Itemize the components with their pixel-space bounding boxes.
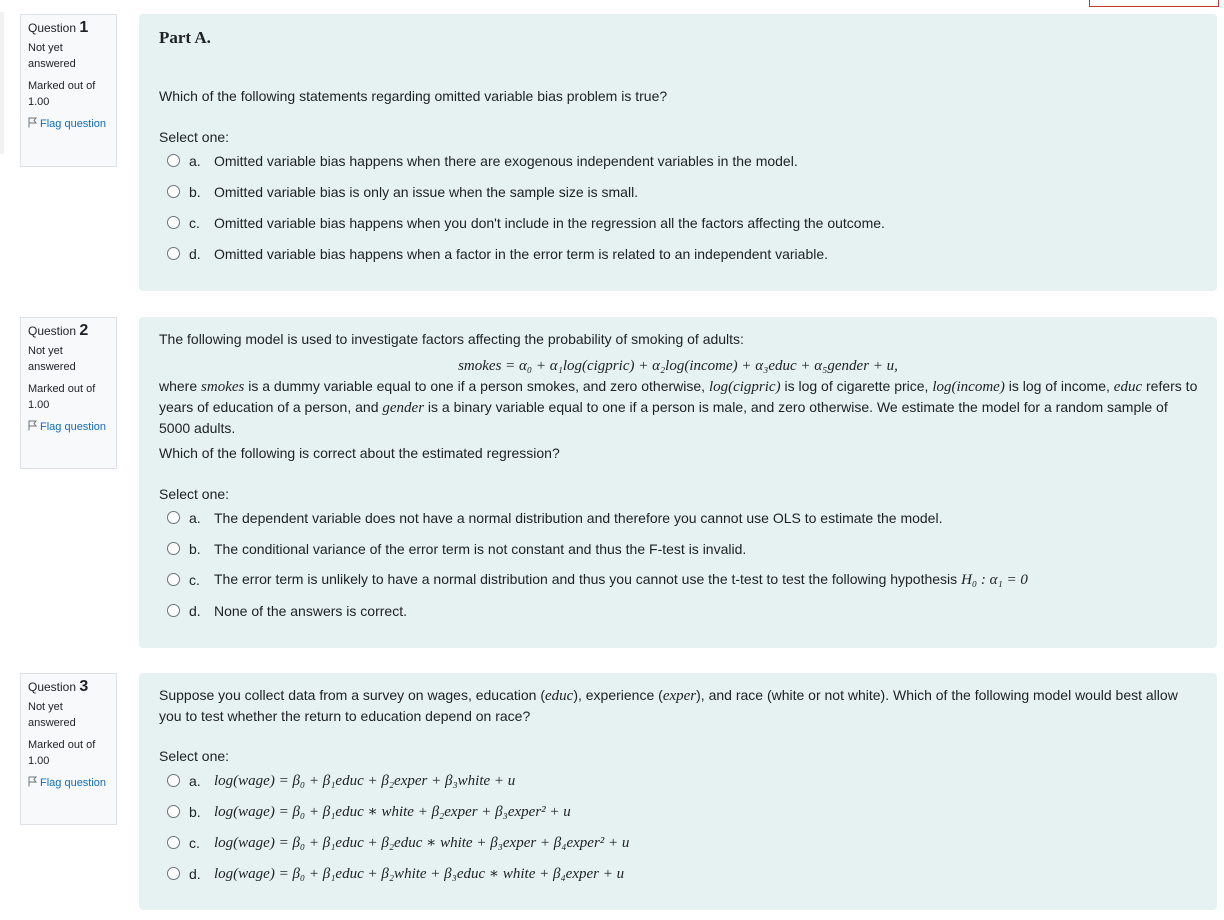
question-content bbox=[139, 14, 1217, 291]
question-text: Suppose you collect data from a survey on wages, education (educ), experience (exper), and race (white or not white). Which of the following model would best allow you to test whether the return to education depend on race? bbox=[159, 687, 1178, 724]
select-one-label: Select one: bbox=[159, 748, 230, 764]
question-number: Question 3 bbox=[28, 678, 89, 695]
option-b[interactable]: b. Omitted variable bias is only an issue when the sample size is small. bbox=[167, 176, 1159, 207]
radio-button[interactable] bbox=[167, 836, 180, 849]
top-right-box bbox=[1089, 0, 1219, 7]
question-grade: Marked out of 1.00 bbox=[28, 739, 96, 767]
question-number: Question 2 bbox=[28, 322, 89, 339]
option-b[interactable]: b. log(wage) = β₀ + β₁educ ∗ white + β₂exper + β₃exper² + u bbox=[167, 796, 1199, 827]
question-text: Which of the following is correct about the estimated regression? bbox=[159, 445, 560, 461]
option-d[interactable]: d. log(wage) = β₀ + β₁educ + β₂white + β₃educ ∗ white + β₄exper + u bbox=[167, 858, 1199, 889]
question-info bbox=[20, 673, 117, 825]
question-content bbox=[139, 673, 1217, 910]
question-content bbox=[139, 317, 1217, 648]
option-a[interactable]: a. The dependent variable does not have a normal distribution and therefore you cannot use OLS to estimate the model. bbox=[167, 502, 1199, 533]
radio-button[interactable] bbox=[167, 867, 180, 880]
question-info bbox=[20, 14, 117, 167]
model-equation: smokes = α₀ + α₁log(cigpric) + α₂log(income) + α₃educ + α₅gender + u, bbox=[458, 358, 898, 374]
radio-button[interactable] bbox=[167, 185, 180, 198]
flag-question-link[interactable]: Flag question bbox=[28, 419, 109, 435]
radio-button[interactable] bbox=[167, 216, 180, 229]
option-d[interactable]: d. None of the answers is correct. bbox=[167, 595, 1199, 626]
question-grade: Marked out of 1.00 bbox=[28, 383, 96, 411]
question-intro: The following model is used to investigate factors affecting the probability of smoking of adults: bbox=[159, 331, 744, 347]
left-edge-strip bbox=[0, 12, 4, 154]
answer-options bbox=[159, 145, 1159, 269]
question-info bbox=[20, 317, 117, 469]
select-one-label: Select one: bbox=[159, 129, 230, 145]
radio-button[interactable] bbox=[167, 573, 180, 586]
option-c[interactable]: c. log(wage) = β₀ + β₁educ + β₂educ ∗ white + β₃exper + β₄exper² + u bbox=[167, 827, 1199, 858]
option-c[interactable]: c. The error term is unlikely to have a normal distribution and thus you cannot use the t-test to test the following hypothesis H₀ : α₁ = 0 bbox=[167, 564, 1199, 595]
option-b[interactable]: b. The conditional variance of the error term is not constant and thus the F-test is invalid. bbox=[167, 533, 1199, 564]
radio-button[interactable] bbox=[167, 511, 180, 524]
flag-question-link[interactable]: Flag question bbox=[28, 116, 109, 132]
radio-button[interactable] bbox=[167, 805, 180, 818]
radio-button[interactable] bbox=[167, 604, 180, 617]
question-state: Not yet answered bbox=[28, 345, 76, 373]
question-state: Not yet answered bbox=[28, 42, 76, 70]
flag-icon bbox=[28, 420, 38, 431]
option-a[interactable]: a. log(wage) = β₀ + β₁educ + β₂exper + β₃white + u bbox=[167, 765, 1199, 796]
question-text: Which of the following statements regarding omitted variable bias problem is true? bbox=[159, 88, 668, 104]
answer-options bbox=[159, 502, 1199, 626]
flag-icon bbox=[28, 776, 38, 787]
option-c[interactable]: c. Omitted variable bias happens when you don't include in the regression all the factors affecting the outcome. bbox=[167, 207, 1159, 238]
option-a[interactable]: a. Omitted variable bias happens when there are exogenous independent variables in the model. bbox=[167, 145, 1159, 176]
question-grade: Marked out of 1.00 bbox=[28, 80, 96, 108]
radio-button[interactable] bbox=[167, 247, 180, 260]
radio-button[interactable] bbox=[167, 154, 180, 167]
question-number: Question 1 bbox=[28, 19, 89, 36]
model-description: where smokes is a dummy variable equal to one if a person smokes, and zero otherwise, log(cigpric) is log of cigarette price, log(income) is log of income, educ refers to years of education of a person, and gender is a binary variable equal to one if a person is male, and zero otherwise. We estimate the model for a random sample of 5000 adults. bbox=[159, 378, 1198, 436]
answer-options bbox=[159, 765, 1199, 889]
flag-question-link[interactable]: Flag question bbox=[28, 775, 109, 791]
part-title: Part A. bbox=[159, 28, 211, 47]
option-d[interactable]: d. Omitted variable bias happens when a factor in the error term is related to an independent variable. bbox=[167, 238, 1159, 269]
flag-icon bbox=[28, 117, 38, 128]
hypothesis-math: H₀ : α₁ = 0 bbox=[961, 572, 1028, 588]
radio-button[interactable] bbox=[167, 542, 180, 555]
select-one-label: Select one: bbox=[159, 486, 230, 502]
radio-button[interactable] bbox=[167, 774, 180, 787]
question-state: Not yet answered bbox=[28, 701, 76, 729]
